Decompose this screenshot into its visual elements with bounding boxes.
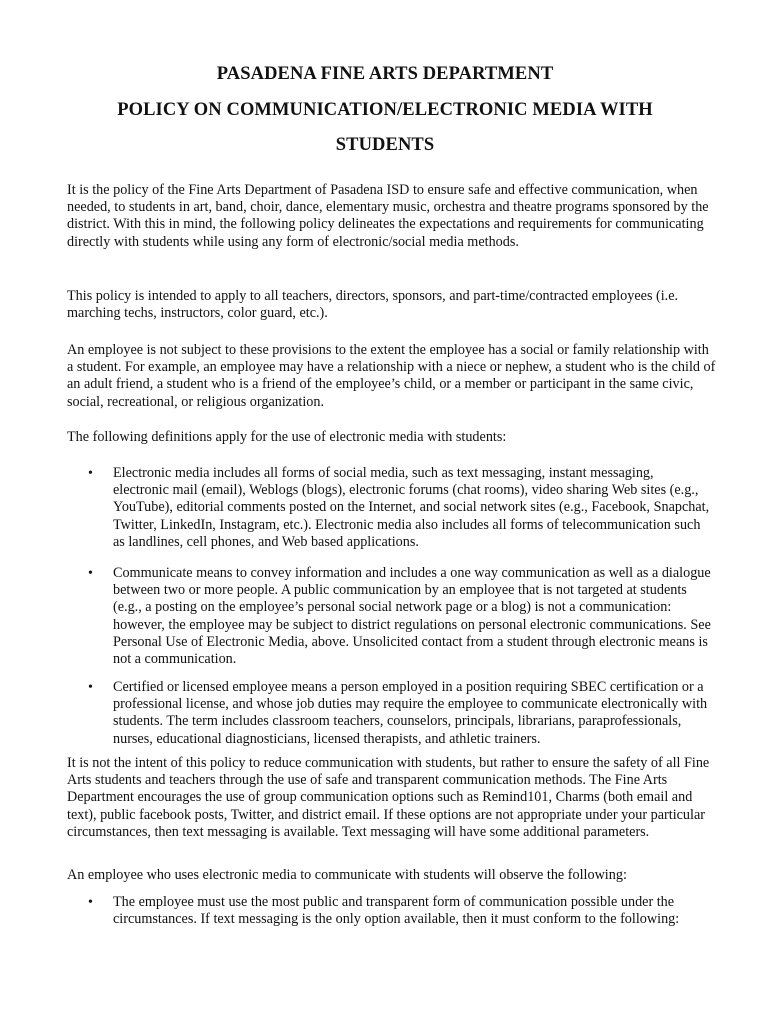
definition-certified-employee: • Certified or licensed employee means a person employed in a position requiring SBEC certification or a professional license, and whose job duties may require the employee to communicate electronically with students. The term includes classroom teachers, counselors, principals, librarians, paraprofessionals, nurses, educational diagnosticians, licensed therapists, and athletic trainers. bbox=[113, 679, 713, 748]
department-title: PASADENA FINE ARTS DEPARTMENT bbox=[216, 64, 554, 84]
policy-title: POLICY ON COMMUNICATION/ELECTRONIC MEDIA WITH bbox=[117, 100, 653, 120]
exemption-paragraph: An employee is not subject to these provisions to the extent the employee has a social or family relationship with a student. For example, an employee may have a relationship with a niece or nephew, a student who is the child of an adult friend, a student who is a friend of the employee’s child, or a member or participant in the same civic, social, recreational, or religious organization. bbox=[67, 342, 716, 410]
policy-title-continued: STUDENTS bbox=[335, 135, 435, 155]
definitions-intro: The following definitions apply for the use of electronic media with students: bbox=[67, 429, 507, 445]
observe-paragraph: An employee who uses electronic media to communicate with students will observe the following: bbox=[67, 867, 627, 883]
purpose-paragraph: It is the policy of the Fine Arts Department of Pasadena ISD to ensure safe and effective communication, when needed, to students in art, band, choir, dance, elementary music, orchestra and theatre programs sponsored by the district. With this in mind, the following policy delineates the expectations and requirements for communicating directly with students while using any form of electronic/social media methods. bbox=[67, 182, 709, 250]
scope-paragraph: This policy is intended to apply to all teachers, directors, sponsors, and part-time/contracted employees (i.e. marching techs, instructors, color guard, etc.). bbox=[67, 288, 679, 322]
definition-communicate: • Communicate means to convey information and includes a one way communication as well as a dialogue between two or more people. A public communication by an employee that is not targeted at students (e.g., a posting on the employee’s personal social network page or a blog) is not a communication: however, the employee may be subject to district regulations on personal electronic communications. See Personal Use of Electronic Media, above. Unsolicited contact from a student through electronic means is not a communication. bbox=[113, 565, 713, 668]
intent-paragraph: It is not the intent of this policy to reduce communication with students, but rather to ensure the safety of all Fine Arts students and teachers through the use of safe and transparent communication methods. The Fine Arts Department encourages the use of group communication options such as Remind101, Charms (both email and text), public facebook posts, Twitter, and district email. If these options are not appropriate under your particular circumstances, then text messaging is available. Text messaging will have some additional parameters. bbox=[67, 755, 710, 840]
rule-transparent-communication: • The employee must use the most public and transparent form of communication possible under the circumstances. If text messaging is the only option available, then it must conform to the following: bbox=[113, 894, 713, 928]
definition-electronic-media: • Electronic media includes all forms of social media, such as text messaging, instant messaging, electronic mail (email), Weblogs (blogs), electronic forums (chat rooms), video sharing Web sites (e.g., YouTube), editorial comments posted on the Internet, and social network sites (e.g., Facebook, Snapchat, Twitter, LinkedIn, Instagram, etc.). Electronic media also includes all forms of telecommunication such as landlines, cell phones, and Web based applications. bbox=[113, 465, 713, 551]
